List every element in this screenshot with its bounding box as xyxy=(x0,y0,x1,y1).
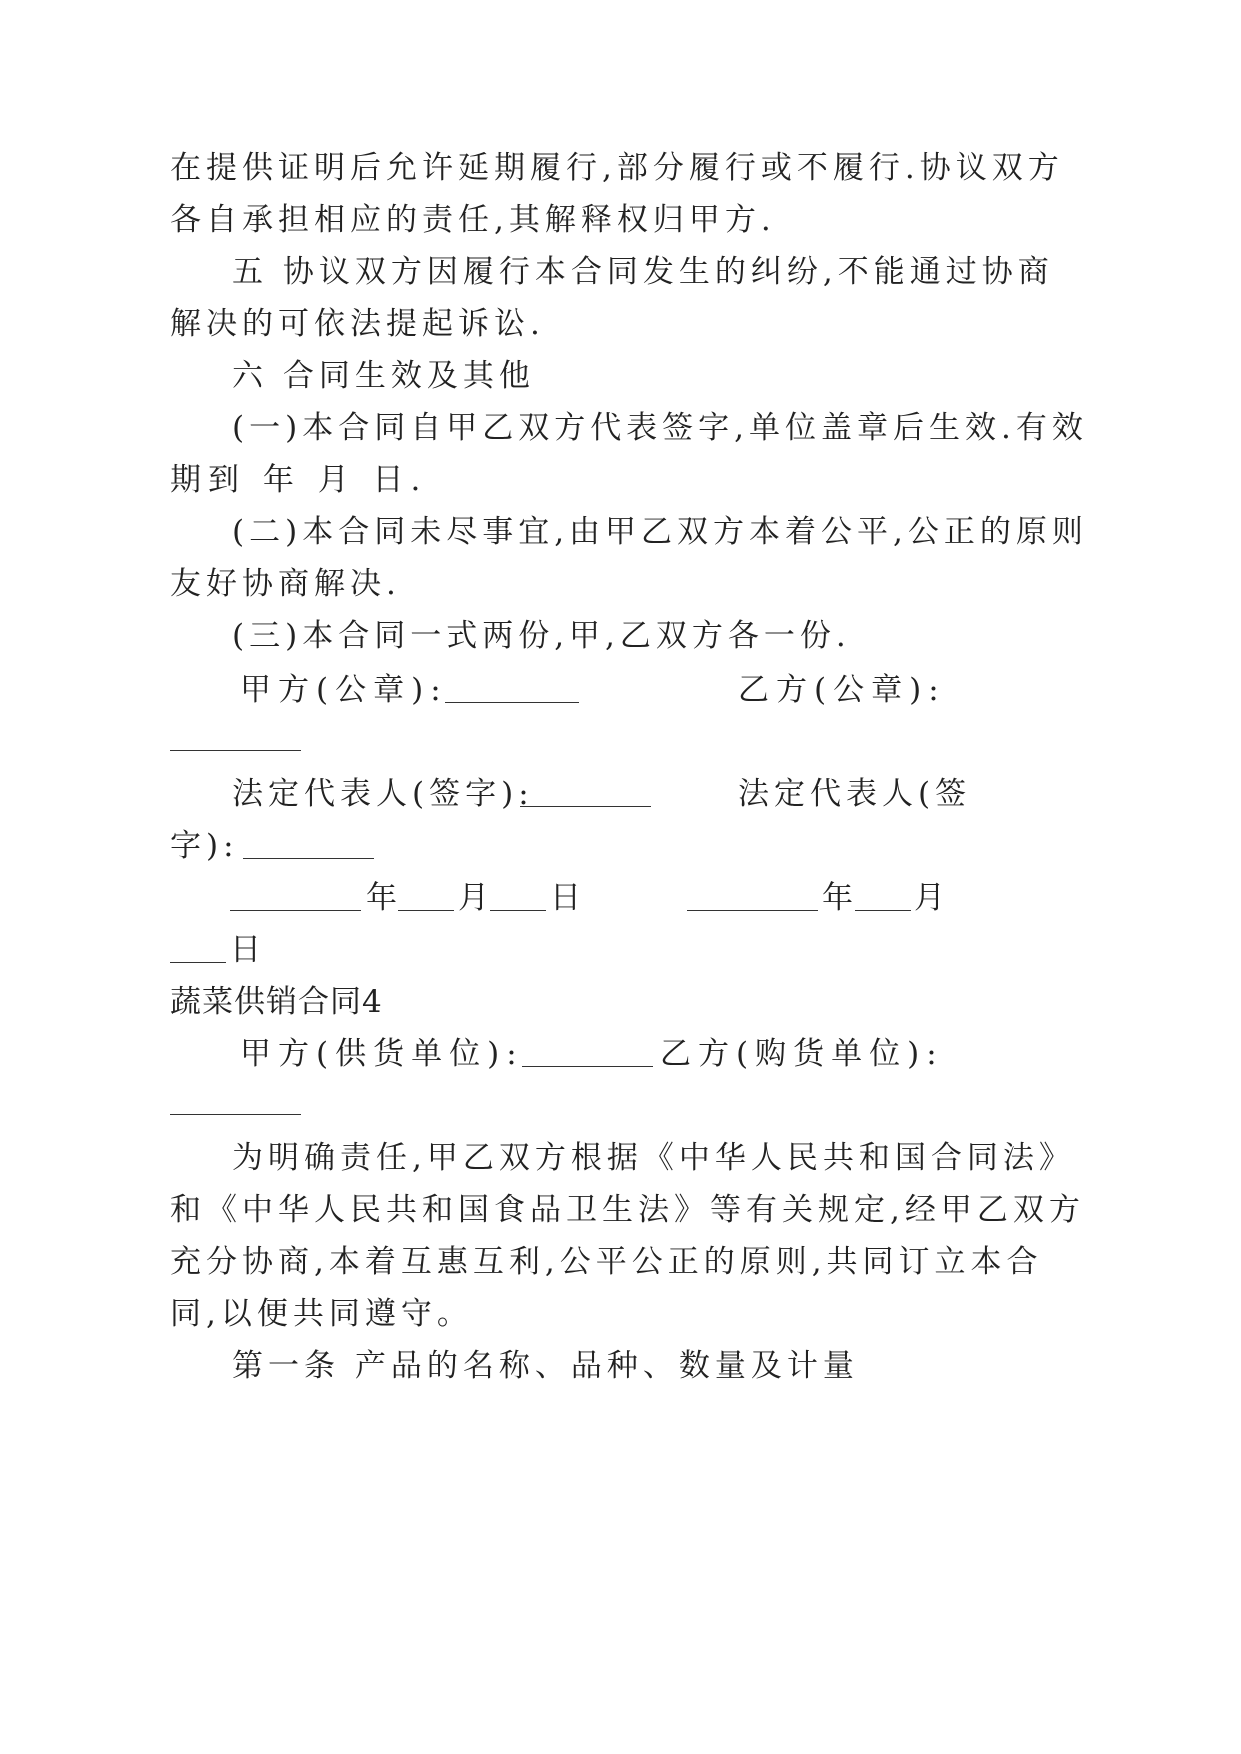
text-line-1: 在提供证明后允许延期履行,部分履行或不履行.协议双方 xyxy=(170,150,1064,186)
preamble-line-1: 为明确责任,甲乙双方根据《中华人民共和国合同法》 xyxy=(232,1140,1075,1176)
party-a-supplier-blank xyxy=(522,1042,653,1067)
party-a-rep-blank xyxy=(520,782,651,807)
party-b-day-label: 日 xyxy=(230,932,266,968)
clause-six-1: (一)本合同自甲乙双方代表签字,单位盖章后生效.有效 xyxy=(232,410,1088,446)
article-one-heading: 第一条 产品的名称、品种、数量及计量 xyxy=(232,1348,859,1384)
party-a-month-label: 月 xyxy=(458,880,494,916)
party-b-rep-label-cont: 字): xyxy=(170,828,239,864)
party-b-buyer-label: 乙方(购货单位): xyxy=(660,1036,944,1072)
party-b-seal-blank xyxy=(170,726,301,751)
party-b-rep-blank xyxy=(243,834,374,859)
party-b-seal-label: 乙方(公章): xyxy=(738,672,946,708)
text-line-9: 友好协商解决. xyxy=(170,566,401,602)
clause-six-2: (二)本合同未尽事宜,由甲乙双方本着公平,公正的原则 xyxy=(232,514,1088,550)
text-line-2: 各自承担相应的责任,其解释权归甲方. xyxy=(170,202,776,238)
preamble-line-3: 充分协商,本着互惠互利,公平公正的原则,共同订立本合 xyxy=(170,1244,1043,1280)
party-a-seal-label: 甲方(公章): xyxy=(240,672,448,708)
party-a-month-blank xyxy=(398,886,454,911)
party-a-year-label: 年 xyxy=(366,880,402,916)
party-a-supplier-label: 甲方(供货单位): xyxy=(240,1036,524,1072)
party-b-year-label: 年 xyxy=(822,880,858,916)
party-b-buyer-blank xyxy=(170,1090,301,1115)
party-b-rep-label: 法定代表人(签 xyxy=(738,776,972,812)
preamble-line-2: 和《中华人民共和国食品卫生法》等有关规定,经甲乙双方 xyxy=(170,1192,1085,1228)
clause-six-heading: 六 合同生效及其他 xyxy=(232,358,535,394)
text-line-4: 解决的可依法提起诉讼. xyxy=(170,306,545,342)
party-a-day-blank xyxy=(490,886,546,911)
party-a-seal-blank xyxy=(445,678,579,703)
clause-five: 五 协议双方因履行本合同发生的纠纷,不能通过协商 xyxy=(232,254,1054,290)
contract-heading: 蔬菜供销合同4 xyxy=(170,984,383,1020)
preamble-line-4: 同,以便共同遵守。 xyxy=(170,1296,473,1332)
validity-date-line: 期到 年 月 日. xyxy=(170,462,428,498)
party-a-day-label: 日 xyxy=(550,880,586,916)
party-b-month-label: 月 xyxy=(914,880,950,916)
party-b-year-blank xyxy=(687,886,818,911)
party-b-day-blank xyxy=(170,938,226,963)
party-a-year-blank xyxy=(230,886,361,911)
party-a-rep-label: 法定代表人(签字): xyxy=(232,776,534,812)
party-b-month-blank xyxy=(855,886,911,911)
clause-six-3: (三)本合同一式两份,甲,乙双方各一份. xyxy=(232,618,851,654)
